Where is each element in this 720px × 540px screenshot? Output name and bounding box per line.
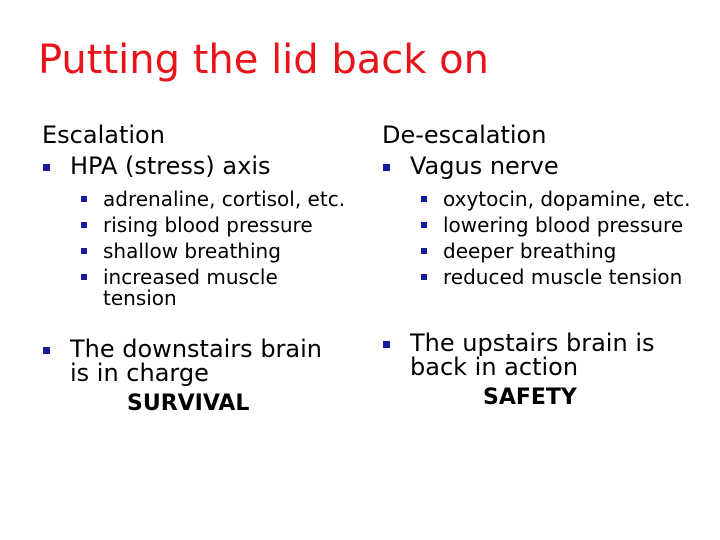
subpoint-text: rising blood pressure (103, 213, 313, 237)
de-escalation-heading: De-escalation (382, 121, 547, 149)
subpoint-text: deeper breathing (443, 239, 617, 263)
square-bullet-icon (421, 248, 427, 254)
escalation-heading: Escalation (42, 121, 165, 149)
square-bullet-icon (421, 196, 427, 202)
subpoint-text: increased muscle tension (103, 265, 278, 310)
list-item (42, 215, 362, 236)
safety-tagline: SAFETY (483, 385, 577, 410)
subpoint-text: oxytocin, dopamine, etc. (443, 187, 691, 211)
square-bullet-icon (43, 347, 50, 354)
upstairs-brain-label: The upstairs brain is back in action (410, 329, 655, 381)
de-escalation-column (382, 120, 702, 411)
hpa-axis-label: HPA (stress) axis (70, 152, 271, 180)
list-item (382, 267, 702, 288)
list-item (382, 241, 702, 262)
list-item (42, 267, 278, 309)
subpoint-text: shallow breathing (103, 239, 281, 263)
subpoint-text: lowering blood pressure (443, 213, 684, 237)
square-bullet-icon (43, 164, 50, 171)
square-bullet-icon (421, 274, 427, 280)
list-item (382, 215, 702, 236)
list-item (382, 189, 702, 210)
downstairs-brain-label: The downstairs brain is in charge (70, 335, 322, 387)
list-item (42, 241, 362, 262)
square-bullet-icon (383, 164, 390, 171)
slide-title: Putting the lid back on (38, 37, 489, 83)
de-escalation-subpoints (382, 189, 702, 288)
square-bullet-icon (81, 274, 87, 280)
square-bullet-icon (81, 222, 87, 228)
vagus-nerve-label: Vagus nerve (410, 152, 559, 180)
subpoint-text: reduced muscle tension (443, 265, 683, 289)
vagus-nerve-item (382, 154, 702, 178)
list-item (42, 189, 362, 210)
upstairs-brain-item (382, 331, 675, 379)
escalation-column (42, 120, 362, 417)
square-bullet-icon (421, 222, 427, 228)
square-bullet-icon (81, 196, 87, 202)
downstairs-brain-item (42, 337, 345, 385)
hpa-axis-item (42, 154, 362, 178)
square-bullet-icon (81, 248, 87, 254)
subpoint-text: adrenaline, cortisol, etc. (103, 187, 346, 211)
escalation-subpoints (42, 189, 362, 309)
survival-tagline: SURVIVAL (127, 391, 250, 416)
square-bullet-icon (383, 341, 390, 348)
